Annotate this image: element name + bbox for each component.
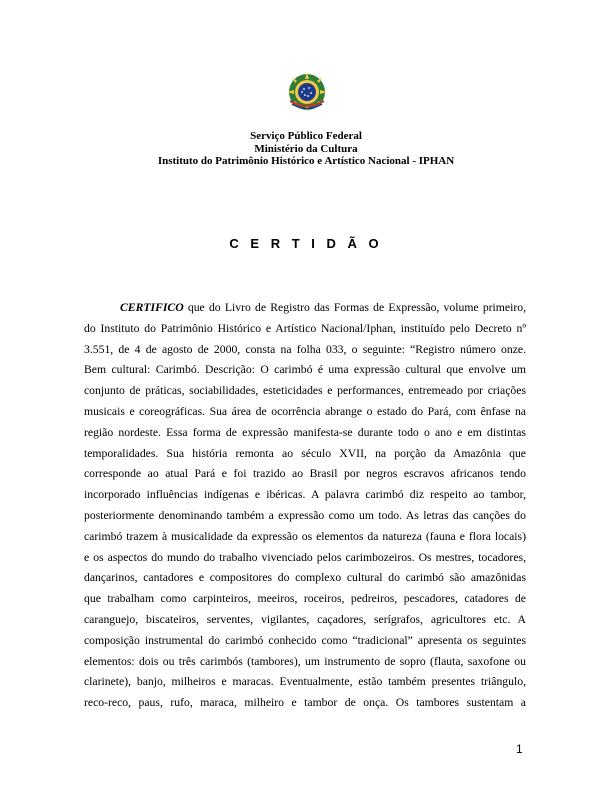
republic-coat-of-arms-seal (286, 71, 328, 113)
lead-word-certifico: CERTIFICO (120, 301, 184, 314)
certificate-body (84, 298, 526, 714)
body-line: 3.551, de 4 de agosto de 2000, consta na folha 033, o seguinte: “Registro número onze. (84, 342, 526, 356)
body-line: região nordeste. Essa forma de expressão manifesta-se durante todo o ano e em distintas (84, 425, 526, 439)
body-line: temporalidades. Sua história remonta ao século XVII, na porção da Amazônia que (84, 446, 526, 460)
body-line: caranguejo, biscateiros, serventes, vigilantes, caçadores, serígrafos, agricultores etc. A (84, 612, 526, 626)
body-line: corresponde ao atual Pará e foi trazido ao Brasil por negros escravos africanos tendo (84, 467, 526, 481)
header-line-public-service: Serviço Público Federal (250, 130, 362, 142)
body-line (84, 298, 526, 319)
body-line: conjunto de práticas, sociabilidades, esteticidades e performances, entremeado por criações (84, 384, 526, 398)
body-line: posteriormente denominando também a expressão como um todo. As letras das canções do (84, 508, 526, 522)
body-line: e os aspectos do mundo do trabalho vivenciado pelos carimbozeiros. Os mestres, tocadores, (84, 550, 526, 564)
body-line-text: que do Livro de Registro das Formas de Expressão, volume primeiro, (183, 301, 526, 314)
body-line: musicais e coreográficas. Sua área de ocorrência abrange o estado do Pará, com ênfase na (84, 404, 526, 418)
body-line: elementos: dois ou três carimbós (tambores), um instrumento de sopro (flauta, saxofone ou (84, 654, 526, 668)
body-line: composição instrumental do carimbó conhecido como “tradicional” apresenta os seguintes (84, 633, 526, 647)
header-line-ministry: Ministério da Cultura (254, 142, 358, 155)
body-line: Bem cultural: Carimbó. Descrição: O carimbó é uma expressão cultural que envolve um (84, 363, 526, 377)
body-line: que trabalham como carpinteiros, meeiros, roceiros, pedreiros, pescadores, catadores de (84, 592, 526, 606)
body-line: reco-reco, paus, rufo, maraca, milheiro e tambor de onça. Os tambores sustentam a (84, 696, 526, 710)
body-line: do Instituto do Patrimônio Histórico e Artístico Nacional/Iphan, instituído pelo Decreto nº (84, 321, 526, 335)
page-number: 1 (516, 742, 523, 756)
document-header (0, 130, 612, 168)
body-line: incorporado influências indígenas e ibéricas. A palavra carimbó diz respeito ao tambor, (84, 488, 526, 502)
header-line-institute: Instituto do Patrimônio Histórico e Artístico Nacional - IPHAN (157, 155, 455, 167)
body-line: clarinete), banjo, milheiros e maracas. Eventualmente, estão também presentes triângulo, (84, 675, 526, 689)
body-line: carimbó trazem à musicalidade da expressão os elementos da natureza (fauna e flora locais) (84, 529, 526, 543)
body-line: dançarinos, cantadores e compositores do complexo cultural do carimbó são amazônidas (84, 571, 526, 585)
document-title: C E R T I D Ã O (229, 236, 383, 251)
